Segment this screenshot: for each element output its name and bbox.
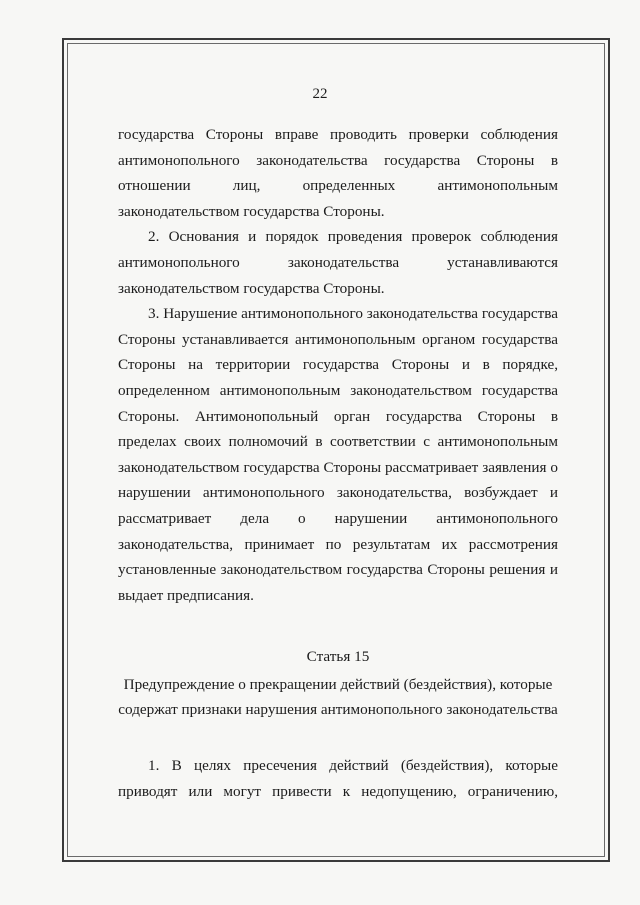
spacer bbox=[118, 723, 558, 753]
paragraph-item-2: 2. Основания и порядок проведения проверок соблюдения антимонопольного законодательства устанавливаются законодательством государства Стороны. bbox=[118, 228, 558, 297]
page-number: 22 bbox=[312, 86, 328, 102]
paragraph-item-3: 3. Нарушение антимонопольного законодательства государства Стороны устанавливается антимонопольным органом государства Стороны на территории государства Стороны и в порядке, определенном антимонопольным законодательством государства Стороны. Антимонопольный орган государства Стороны в пределах своих полномочий в соответствии с антимонопольным законодательством государства Стороны рассматривает заявления о нарушении антимонопольного законодательства, возбуждает и рассматривает дела о нарушении антимонопольного законодательства, принимает по результатам их рассмотрения установленные законодательством государства Стороны решения и выдает предписания. bbox=[118, 305, 558, 604]
document-body bbox=[118, 122, 558, 804]
paragraph-continuation: государства Стороны вправе проводить проверки соблюдения антимонопольного законодательства государства Стороны в отношении лиц, определенных антимонопольным законодательством государства Стороны. bbox=[118, 126, 558, 220]
article-heading: Предупреждение о прекращении действий (бездействия), которые содержат признаки нарушения антимонопольного законодательства bbox=[118, 675, 558, 719]
article-title: Статья 15 bbox=[306, 648, 370, 666]
paragraph-article-item-1: 1. В целях пресечения действий (бездействия), которые приводят или могут привести к недопущению, ограничению, bbox=[118, 757, 558, 800]
